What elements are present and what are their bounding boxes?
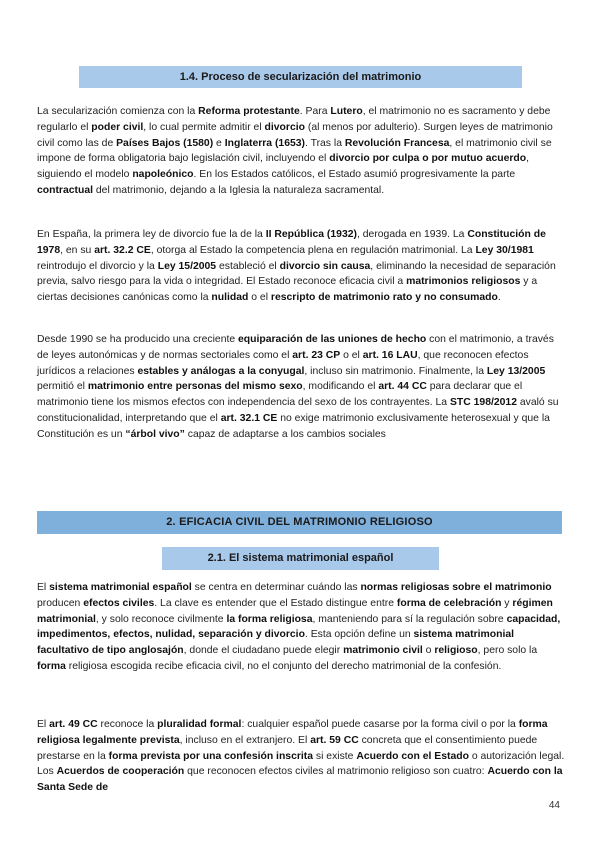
section-heading-2: 2. EFICACIA CIVIL DEL MATRIMONIO RELIGIOSO [37,511,562,534]
paragraph-de-facto-unions: Desde 1990 se ha producido una creciente equiparación de las uniones de hecho con el matrimonio, a través de leyes autonómicas y de normas sectoriales como el art. 23 CP o el art. 16 LAU, que reconocen efectos jurídicos a relaciones estables y análogas a la conyugal, incluso sin matrimonio. Finalmente, la Ley 13/2005 permitió el matrimonio entre personas del mismo sexo, modificando el art. 44 CC para declarar que el matrimonio tiene los mismos efectos con independencia del sexo de los contrayentes. La STC 198/2012 avaló su constitucionalidad, interpretando que el art. 32.1 CE no exige matrimonio exclusivamente heterosexual y que la Constitución es un “árbol vivo” capaz de adaptarse a los cambios sociales [37,334,559,440]
paragraph-matrimonial-system: El sistema matrimonial español se centra en determinar cuándo las normas religiosas sobre el matrimonio producen efectos civiles. La clave es entender que el Estado distingue entre forma de celebración y régimen matrimonial, y solo reconoce civilmente la forma religiosa, manteniendo para sí la regulación sobre capacidad, impedimentos, efectos, nulidad, separación y divorcio. Esta opción define un sistema matrimonial facultativo de tipo anglosajón, donde el ciudadano puede elegir matrimonio civil o religioso, pero solo la forma religiosa escogida recibe eficacia civil, no el conjunto del derecho matrimonial de la confesión. [37,582,561,672]
paragraph-secularization-intro: La secularización comienza con la Reforma protestante. Para Lutero, el matrimonio no es sacramento y debe regularlo el poder civil, lo cual permite admitir el divorcio (al menos por adulterio). Surgen leyes de matrimonio civil como las de Países Bajos (1580) e Inglaterra (1653). Tras la Revolución Francesa, el matrimonio civil se impone de forma obligatoria bajo legislación civil, incluyendo el divorcio por culpa o por mutuo acuerdo, siguiendo el modelo napoleónico. En los Estados católicos, el Estado asumió progresivamente la parte contractual del matrimonio, dejando a la Iglesia la naturaleza sacramental. [37,106,553,196]
paragraph-spain-divorce-law: En España, la primera ley de divorcio fue la de la II República (1932), derogada en 1939. La Constitución de 1978, en su art. 32.2 CE, otorga al Estado la competencia plena en regulación matrimonial. La Ley 30/1981 reintrodujo el divorcio y la Ley 15/2005 estableció el divorcio sin causa, eliminando la necesidad de separación previa, salvo riesgo para la vida o integridad. El Estado reconoce eficacia civil a matrimonios religiosos y a ciertas decisiones canónicas como la nulidad o el rescripto de matrimonio rato y no consumado. [37,229,556,304]
page-number: 44 [548,800,560,811]
section-heading-1-4: 1.4. Proceso de secularización del matrimonio [79,66,522,88]
paragraph-formal-plurality: El art. 49 CC reconoce la pluralidad formal: cualquier español puede casarse por la forma civil o por la forma religiosa legalmente prevista, incluso en el extranjero. El art. 59 CC concreta que el consentimiento puede prestarse en la forma prevista por una confesión inscrita si existe Acuerdo con el Estado o autorización legal. Los Acuerdos de cooperación que reconocen efectos civiles al matrimonio religioso son cuatro: Acuerdo con la Santa Sede de [37,719,565,794]
section-heading-2-1: 2.1. El sistema matrimonial español [162,547,439,570]
